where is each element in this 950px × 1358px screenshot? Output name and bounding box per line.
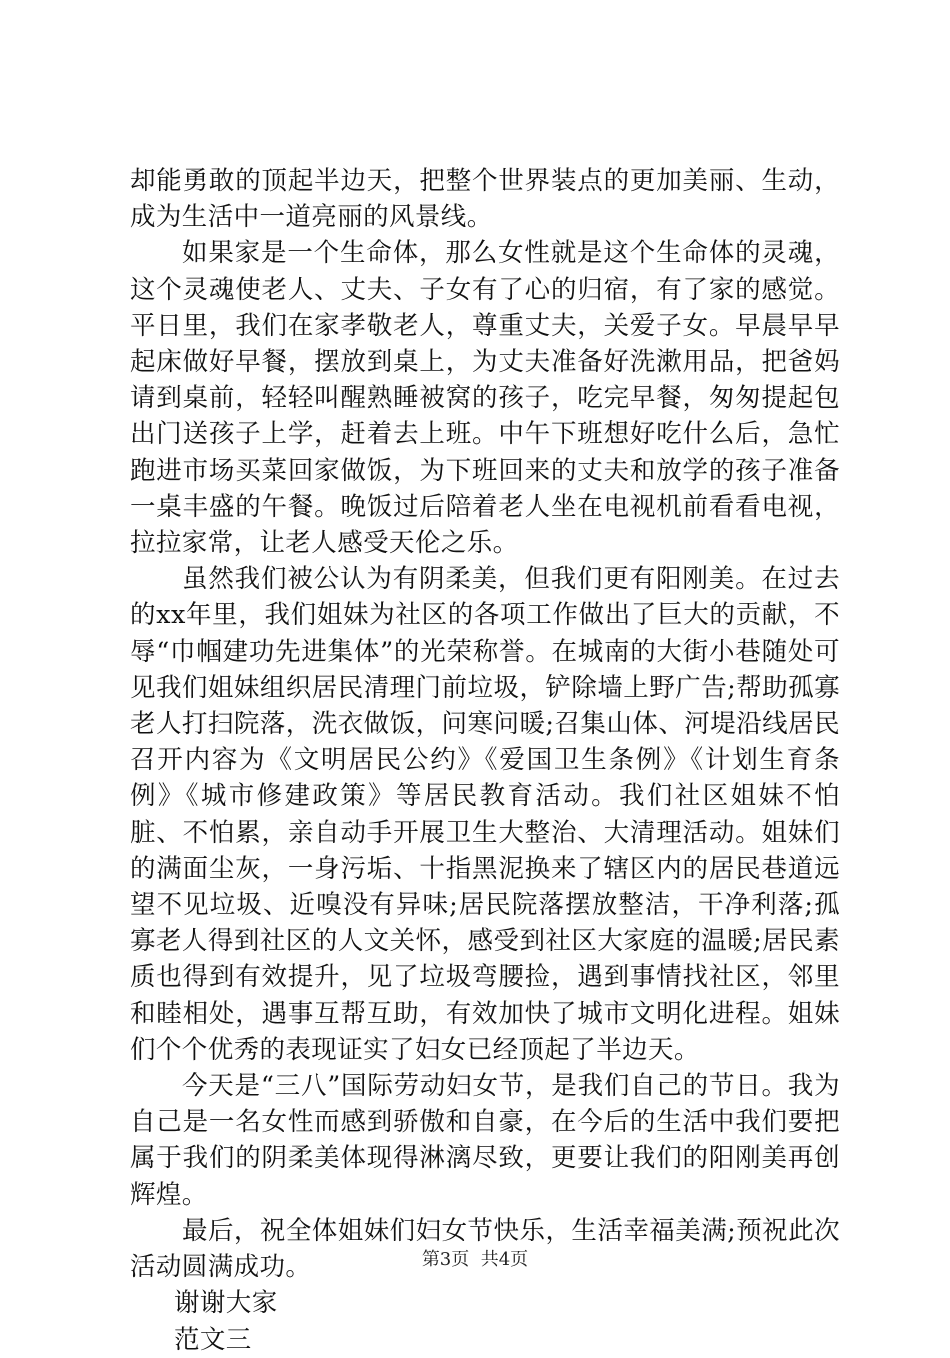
next-section-heading: 范文三 (174, 1324, 252, 1355)
page-footer (0, 1248, 950, 1272)
paragraph-womens-day: 今天是“三八”国际劳动妇女节，是我们自己的节日。我为自己是一名女性而感到骄傲和自豪，在今后的生活中我们要把属于我们的阴柔美体现得淋漓尽致，更要让我们的阳刚美再创辉煌。 (130, 1071, 840, 1210)
thanks-line: 谢谢大家 (174, 1288, 278, 1319)
document-body (130, 163, 840, 1358)
page-number: 第3页 共4页 (421, 1249, 529, 1270)
paragraph-family: 如果家是一个生命体，那么女性就是这个生命体的灵魂，这个灵魂使老人、丈夫、子女有了心的归宿，有了家的感觉。平日里，我们在家孝敬老人，尊重丈夫，关爱子女。早晨早早起床做好早餐，摆放到桌上，为丈夫准备好洗漱用品，把爸妈请到桌前，轻轻叫醒熟睡被窝的孩子，吃完早餐，匆匆提起包出门送孩子上学，赶着去上班。中午下班想好吃什么后，急忙跑进市场买菜回家做饭，为下班回来的丈夫和放学的孩子准备一桌丰盛的午餐。晚饭过后陪着老人坐在电视机前看看电视，拉拉家常，让老人感受天伦之乐。 (130, 238, 840, 559)
paragraph-continued: 却能勇敢的顶起半边天，把整个世界装点的更加美丽、生动，成为生活中一道亮丽的风景线。 (130, 166, 840, 233)
paragraph-wishes: 最后，祝全体姐妹们妇女节快乐，生活幸福美满;预祝此次活动圆满成功。 (130, 1215, 840, 1283)
paragraph-community-work: 虽然我们被公认为有阴柔美，但我们更有阳刚美。在过去的xx年里，我们姐妹为社区的各项工作做出了巨大的贡献，不辱“巾帼建功先进集体”的光荣称誉。在城南的大街小巷随处可见我们姐妹组织居民清理门前垃圾，铲除墙上野广告;帮助孤寡老人打扫院落，洗衣做饭，问寒问暖;召集山体、河堤沿线居民召开内容为《文明居民公约》《爱国卫生条例》《计划生育条例》《城市修建政策》等居民教育活动。我们社区姐妹不怕脏、不怕累，亲自动手开展卫生大整治、大清理活动。姐妹们的满面尘灰，一身污垢、十指黑泥换来了辖区内的居民巷道远望不见垃圾、近嗅没有异味;居民院落摆放整洁，干净利落;孤寡老人得到社区的人文关怀，感受到社区大家庭的温暖;居民素质也得到有效提升，见了垃圾弯腰捡，遇到事情找社区，邻里和睦相处，遇事互帮互助，有效加快了城市文明化进程。姐妹们个个优秀的表现证实了妇女已经顶起了半边天。 (130, 564, 840, 1065)
